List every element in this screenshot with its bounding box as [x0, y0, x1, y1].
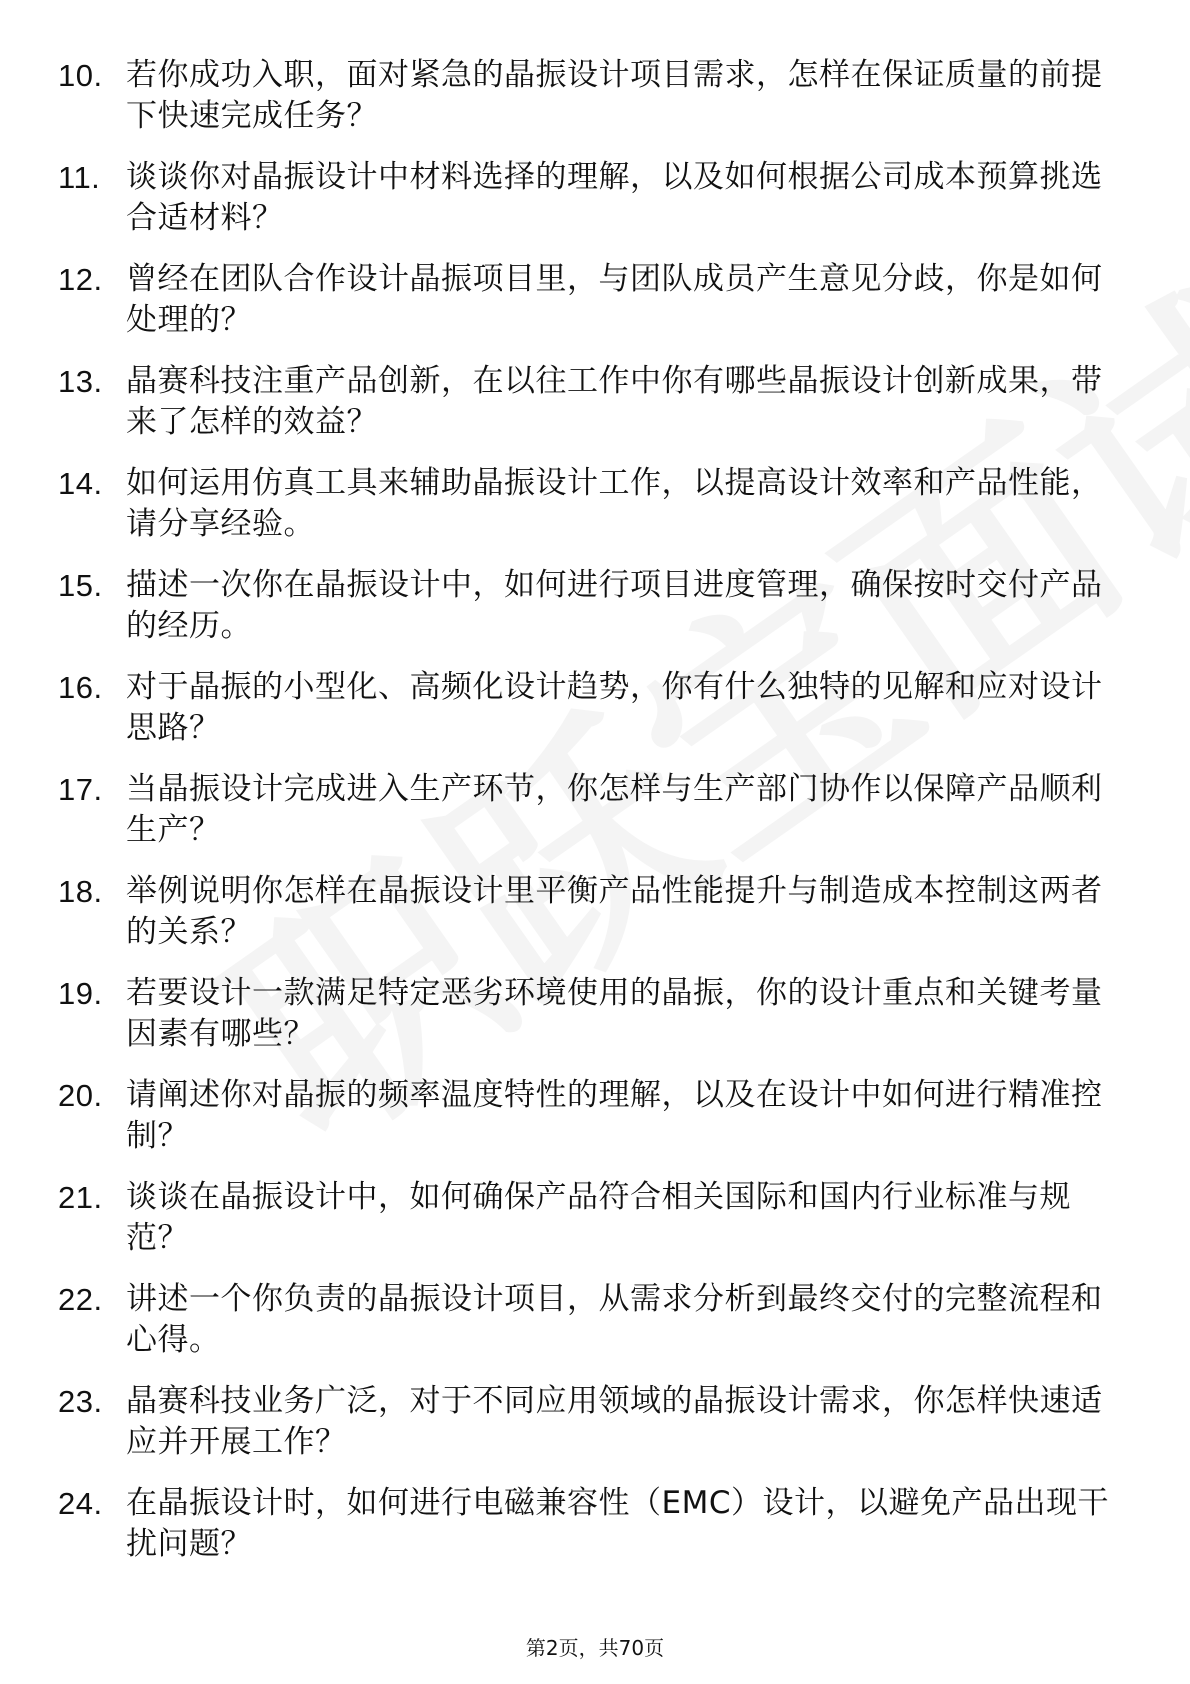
question-text: 举例说明你怎样在晶振设计里平衡产品性能提升与制造成本控制这两者的关系？ — [126, 873, 1103, 950]
question-number: 22. — [58, 1282, 103, 1317]
list-item — [58, 259, 1118, 341]
question-text: 在晶振设计时，如何进行电磁兼容性（EMC）设计，以避免产品出现干扰问题？ — [126, 1485, 1109, 1562]
question-text: 曾经在团队合作设计晶振项目里，与团队成员产生意见分歧，你是如何处理的？ — [126, 261, 1103, 338]
list-item — [58, 1075, 1118, 1157]
list-item — [58, 769, 1118, 851]
list-item — [58, 463, 1118, 545]
question-text: 若要设计一款满足特定恶劣环境使用的晶振，你的设计重点和关键考量因素有哪些？ — [126, 975, 1103, 1052]
question-text: 晶赛科技注重产品创新，在以往工作中你有哪些晶振设计创新成果，带来了怎样的效益？ — [126, 363, 1103, 440]
page-number: 第2页，共70页 — [525, 1636, 665, 1660]
list-item — [58, 1381, 1118, 1463]
question-number: 24. — [58, 1486, 103, 1521]
question-number: 11. — [58, 160, 101, 195]
list-item — [58, 55, 1118, 137]
question-text: 谈谈你对晶振设计中材料选择的理解，以及如何根据公司成本预算挑选合适材料？ — [126, 159, 1103, 236]
question-number: 21. — [58, 1180, 103, 1215]
question-number: 16. — [58, 670, 103, 705]
question-number: 13. — [58, 364, 103, 399]
list-item — [58, 1483, 1118, 1565]
question-number: 18. — [58, 874, 103, 909]
question-number: 12. — [58, 262, 103, 297]
question-list — [58, 55, 1118, 1585]
question-text: 当晶振设计完成进入生产环节，你怎样与生产部门协作以保障产品顺利生产？ — [126, 771, 1103, 848]
question-number: 23. — [58, 1384, 103, 1419]
question-number: 15. — [58, 568, 103, 603]
list-item — [58, 361, 1118, 443]
question-number: 17. — [58, 772, 103, 807]
question-text: 若你成功入职，面对紧急的晶振设计项目需求，怎样在保证质量的前提下快速完成任务？ — [126, 57, 1103, 134]
list-item — [58, 1279, 1118, 1361]
list-item — [58, 565, 1118, 647]
question-text: 如何运用仿真工具来辅助晶振设计工作，以提高设计效率和产品性能，请分享经验。 — [126, 465, 1103, 542]
list-item — [58, 157, 1118, 239]
question-number: 10. — [58, 58, 103, 93]
list-item — [58, 871, 1118, 953]
list-item — [58, 973, 1118, 1055]
list-item — [58, 1177, 1118, 1259]
list-item — [58, 667, 1118, 749]
question-text: 请阐述你对晶振的频率温度特性的理解，以及在设计中如何进行精准控制？ — [126, 1077, 1103, 1154]
question-text: 对于晶振的小型化、高频化设计趋势，你有什么独特的见解和应对设计思路？ — [126, 669, 1103, 746]
page-footer — [0, 1636, 1190, 1660]
question-text: 描述一次你在晶振设计中，如何进行项目进度管理，确保按时交付产品的经历。 — [126, 567, 1103, 644]
question-text: 讲述一个你负责的晶振设计项目，从需求分析到最终交付的完整流程和心得。 — [126, 1281, 1103, 1358]
question-text: 谈谈在晶振设计中，如何确保产品符合相关国际和国内行业标准与规范？ — [126, 1179, 1071, 1256]
question-number: 20. — [58, 1078, 103, 1113]
question-text: 晶赛科技业务广泛，对于不同应用领域的晶振设计需求，你怎样快速适应并开展工作？ — [126, 1383, 1103, 1460]
question-number: 14. — [58, 466, 103, 501]
question-number: 19. — [58, 976, 103, 1011]
